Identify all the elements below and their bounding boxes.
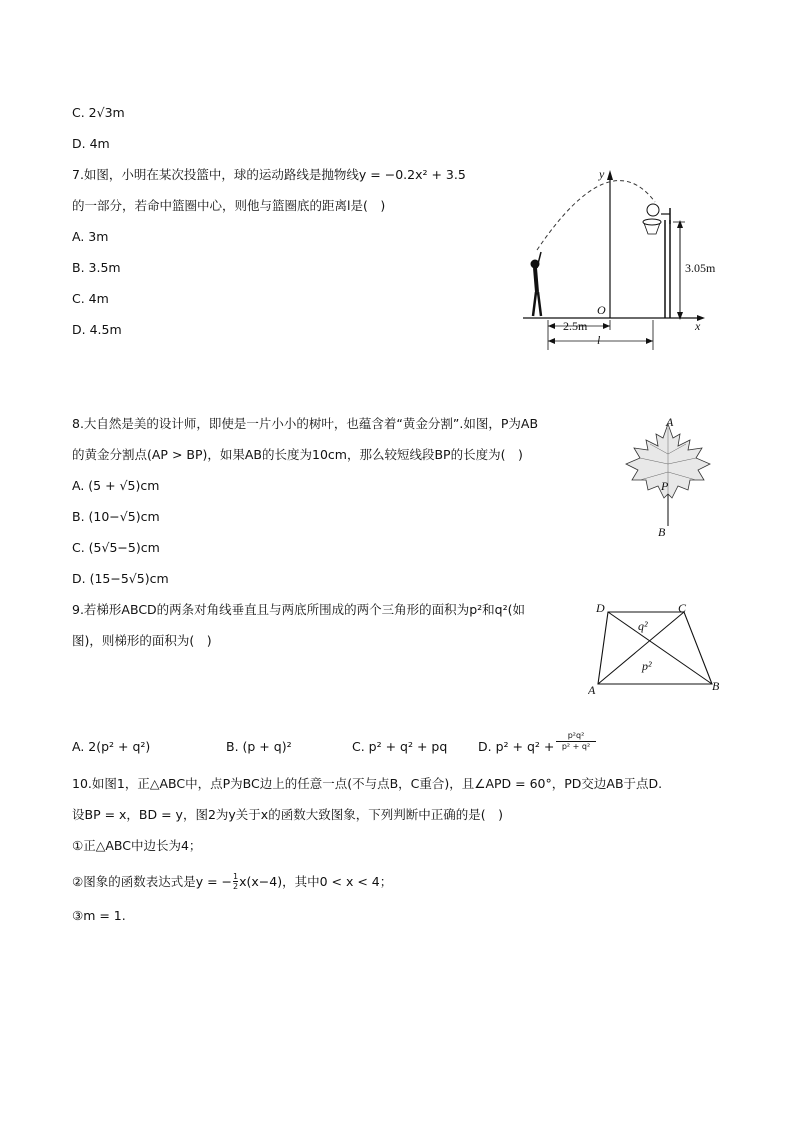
l-label: l <box>597 333 601 347</box>
dist-label: 2.5m <box>563 319 588 333</box>
q7-basketball-figure <box>515 162 735 352</box>
q8-stem-line2: 的黄金分割点(AP > BP)，如果AB的长度为10cm，那么较短线段BP的长度为( ) <box>72 447 523 462</box>
q10-item-2-num: 1 <box>233 872 239 881</box>
player-icon <box>531 252 541 316</box>
q10-item-1: ①正△ABC中边长为4； <box>72 838 202 853</box>
q9-option-d-fraction <box>556 731 596 752</box>
q9-option-d: D. p² + q² + <box>478 739 555 754</box>
q8-stem-line1: 8.大自然是美的设计师，即使是一片小小的树叶，也蕴含着“黄金分割”.如图，P为AB <box>72 416 539 431</box>
q10-item-2 <box>72 872 392 891</box>
q8-option-d: D. (15−5√5)cm <box>72 571 169 586</box>
leaf-label-p: P <box>661 479 669 493</box>
y-axis-arrow-icon <box>607 170 613 180</box>
q7-stem-line1: 7.如图，小明在某次投篮中，球的运动路线是抛物线y = −0.2x² + 3.5 <box>72 167 466 182</box>
trapezoid-shape <box>598 612 712 684</box>
x-axis-label: x <box>695 319 701 333</box>
q10-item-2-den: 2 <box>233 882 239 891</box>
q8-option-a: A. (5 + √5)cm <box>72 478 160 493</box>
q9-option-d-denominator: p² + q² <box>561 742 591 751</box>
q7-option-c: C. 4m <box>72 291 109 306</box>
q9-stem-line1: 9.若梯形ABCD的两条对角线垂直且与两底所围成的两个三角形的面积为p²和q²(如 <box>72 602 525 617</box>
hoop-rim <box>643 219 661 225</box>
y-axis-label: y <box>599 167 605 181</box>
parabola-path <box>537 181 655 250</box>
q9-option-a: A. 2(p² + q²) <box>72 739 151 754</box>
q9-option-d-numerator: p²q² <box>556 731 596 742</box>
q9-trapezoid-figure <box>588 598 728 698</box>
q7-option-d: D. 4.5m <box>72 322 122 337</box>
leaf-label-a: A <box>666 415 674 429</box>
q8-option-b: B. (10−√5)cm <box>72 509 160 524</box>
q9-option-b: B. (p + q)² <box>226 739 292 754</box>
ball-icon <box>647 204 659 216</box>
q9-option-c: C. p² + q² + pq <box>352 739 448 754</box>
q10-stem-line2: 设BP = x，BD = y，图2为y关于x的函数大致图象，下列判断中正确的是( ) <box>72 807 503 822</box>
q7-option-a: A. 3m <box>72 229 109 244</box>
leaf-label-b: B <box>658 525 666 539</box>
q10-item-3: ③m = 1. <box>72 908 126 923</box>
q7-stem-line2: 的一部分，若命中篮圈中心，则他与篮圈底的距离l是( ) <box>72 198 386 213</box>
q10-item-2-post: x(x−4)，其中0 < x < 4； <box>239 873 393 889</box>
q7-option-b: B. 3.5m <box>72 260 121 275</box>
q6-option-c: C. 2√3m <box>72 105 125 120</box>
q9-stem-line2: 图)，则梯形的面积为( ) <box>72 633 212 648</box>
trap-label-a: A <box>588 683 596 697</box>
q10-stem-line1: 10.如图1，正△ABC中，点P为BC边上的任意一点(不与点B，C重合)，且∠APD = 60°，PD交边AB于点D. <box>72 776 663 791</box>
trap-label-b: B <box>712 679 720 693</box>
trap-label-c: C <box>678 601 687 615</box>
q10-item-2-fraction <box>233 872 238 891</box>
trap-label-d: D <box>596 601 605 615</box>
origin-label: O <box>597 303 606 317</box>
q10-item-2-pre: ②图象的函数表达式是y = − <box>72 873 232 889</box>
diagonal-db <box>608 612 712 684</box>
q8-leaf-figure <box>618 414 718 542</box>
q6-option-d: D. 4m <box>72 136 110 151</box>
trap-label-q2: q² <box>638 619 648 633</box>
height-label: 3.05m <box>685 261 716 275</box>
q8-option-c: C. (5√5−5)cm <box>72 540 160 555</box>
trap-label-p2: p² <box>642 659 652 673</box>
